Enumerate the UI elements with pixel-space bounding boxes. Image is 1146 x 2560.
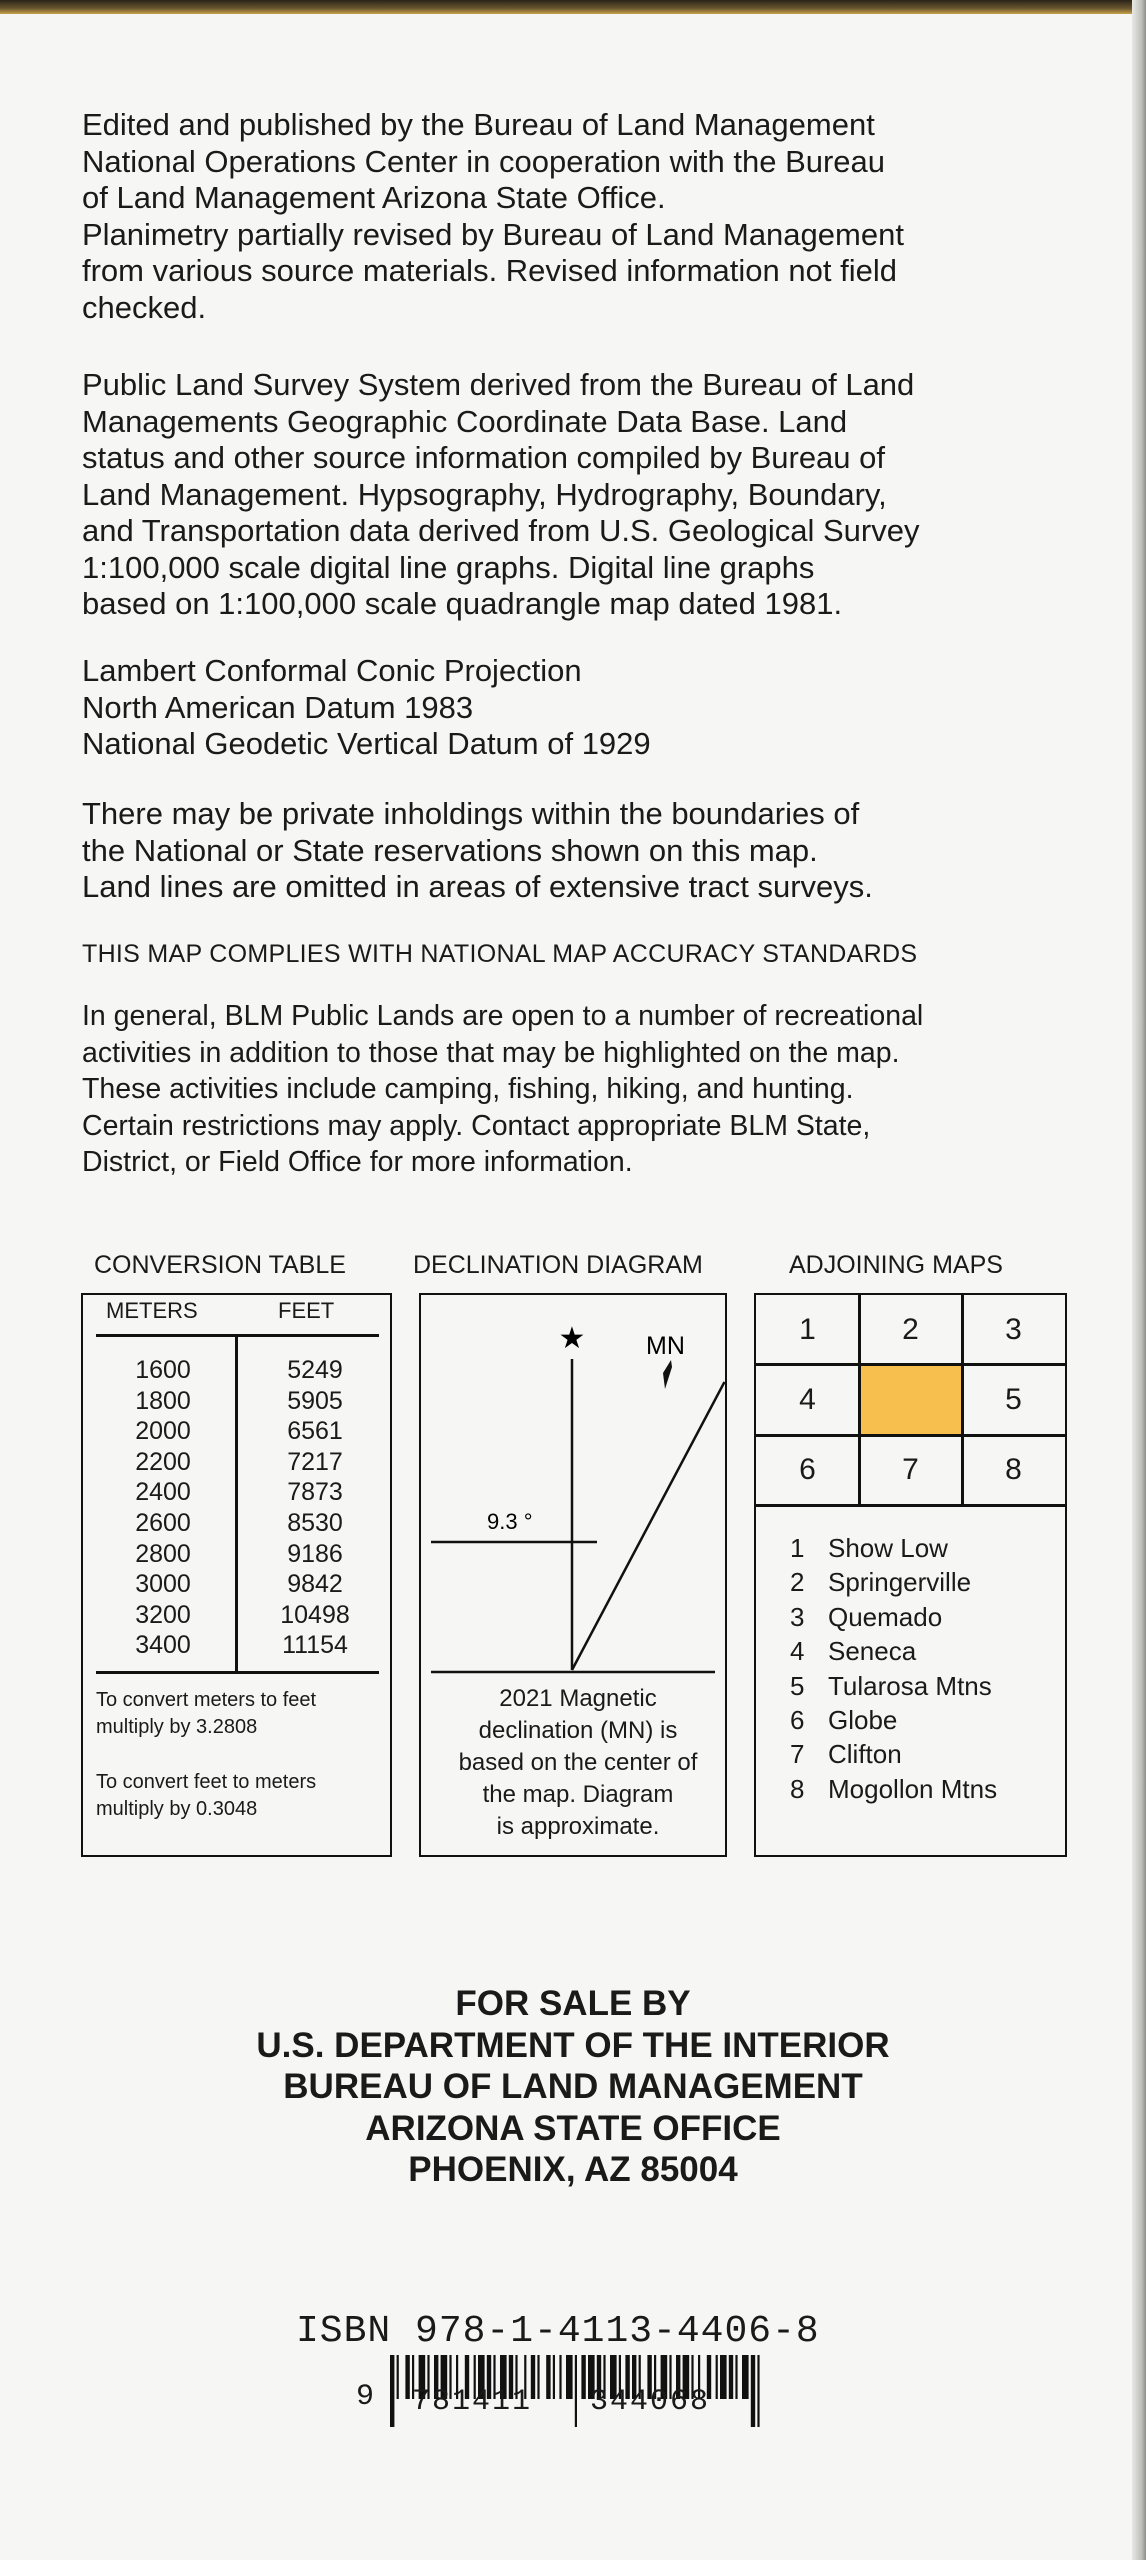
true-north-star-icon: ★: [558, 1321, 586, 1356]
meters-value: 2800: [135, 1539, 191, 1568]
text-line: ARIZONA STATE OFFICE: [365, 2108, 781, 2148]
text-line: BUREAU OF LAND MANAGEMENT: [283, 2067, 863, 2106]
barcode-bar: [546, 2355, 550, 2399]
feet-value: 7217: [287, 1447, 343, 1476]
text-line: and Transportation data derived from U.S. Geological Survey: [82, 513, 920, 548]
text-line: North American Datum 1983: [82, 689, 474, 725]
feet-to-meters-note: [96, 1769, 316, 1823]
grid-line: [754, 1434, 1067, 1437]
projection-paragraph: [82, 653, 1042, 763]
barcode-bar: [537, 2355, 539, 2399]
list-item: 8 Mogollon Mtns: [790, 1773, 998, 1804]
text-line: To convert meters to feet: [96, 1689, 317, 1711]
adjoining-cell: 1: [799, 1312, 816, 1346]
list-item: 3 Quemado: [790, 1601, 943, 1632]
meters-value: 2600: [135, 1508, 191, 1537]
barcode-bar: [553, 2355, 555, 2399]
text-line: Managements Geographic Coordinate Data Base. Land: [82, 403, 848, 439]
text-line: 2021 Magnetic: [499, 1685, 657, 1712]
text-line: These activities include camping, fishing, hiking, and hunting.: [82, 1073, 854, 1105]
text-line: Public Land Survey System derived from the Bureau of Land: [82, 367, 915, 402]
text-line: the National or State reservations shown on this map.: [82, 832, 818, 868]
text-line: activities in addition to those that may be highlighted on the map.: [82, 1036, 900, 1069]
header-rule: [96, 1334, 379, 1337]
text-line: FOR SALE BY: [455, 1984, 691, 2023]
text-line: status and other source information compiled by Bureau of: [82, 440, 886, 475]
meters-value: 3200: [135, 1600, 191, 1629]
list-item: 2 Springerville: [790, 1567, 972, 1598]
column-divider: [235, 1334, 238, 1672]
meters-value: 1800: [135, 1386, 191, 1415]
adjoining-cell: 8: [1005, 1452, 1022, 1486]
barcode-right-digits: 344068: [590, 2385, 711, 2419]
text-line: from various source materials. Revised information not field: [82, 253, 897, 288]
grid-line: [754, 1363, 1067, 1366]
meters-value: 2200: [135, 1447, 191, 1476]
adjoining-cell: 6: [799, 1452, 816, 1486]
barcode-left-digits: 781411: [412, 2385, 533, 2419]
feet-header: FEET: [278, 1298, 335, 1323]
barcode-bar: [397, 2355, 399, 2399]
grid-line: [961, 1293, 964, 1505]
adjoining-maps-list: [790, 1531, 997, 1806]
publisher-paragraph: [82, 107, 1042, 326]
table-bottom-rule: [96, 1671, 379, 1674]
text-line: In general, BLM Public Lands are open to a number of recreational: [82, 1000, 924, 1032]
text-line: To convert feet to meters: [96, 1771, 317, 1793]
for-sale-block: [0, 1983, 1146, 2191]
declination-note: [428, 1683, 728, 1843]
half-arrow-icon: [663, 1360, 672, 1389]
feet-value: 5905: [287, 1386, 343, 1415]
top-edge-strip: [0, 0, 1146, 14]
text-line: U.S. DEPARTMENT OF THE INTERIOR: [256, 2025, 890, 2065]
feet-value: 11154: [282, 1631, 348, 1660]
text-line: 1:100,000 scale digital line graphs. Digital line graphs: [82, 549, 815, 585]
text-line: National Operations Center in cooperation with the Bureau: [82, 143, 886, 179]
adjoining-cell: 3: [1005, 1312, 1022, 1346]
adjoining-cell: 7: [902, 1452, 919, 1486]
adjoining-maps-title: ADJOINING MAPS: [789, 1251, 1003, 1279]
survey-source-paragraph: [82, 367, 1042, 623]
text-line: Certain restrictions may apply. Contact appropriate BLM State,: [82, 1109, 871, 1142]
text-line: There may be private inholdings within the boundaries of: [82, 796, 860, 831]
list-item: 6 Globe: [790, 1705, 898, 1736]
text-line: Planimetry partially revised by Bureau of Land Management: [82, 216, 904, 252]
barcode-bar: [581, 2355, 585, 2399]
feet-value: 7873: [287, 1478, 343, 1507]
barcode-lead-digit: 9: [356, 2380, 377, 2414]
feet-value: 9186: [287, 1539, 343, 1568]
text-line: Land lines are omitted in areas of extensive tract surveys.: [82, 869, 873, 904]
text-line: based on the center of: [458, 1749, 698, 1776]
barcode-bar: [390, 2355, 394, 2427]
feet-value: 6561: [287, 1417, 343, 1446]
grid-line: [858, 1293, 861, 1505]
text-line: multiply by 3.2808: [96, 1716, 258, 1738]
text-line: Edited and published by the Bureau of Land Management: [82, 107, 875, 142]
text-line: declination (MN) is: [478, 1717, 678, 1744]
meters-value: 2400: [135, 1478, 191, 1507]
text-line: Land Management. Hypsography, Hydrography, Boundary,: [82, 476, 887, 512]
declination-drawing: [419, 1293, 727, 1683]
text-line: National Geodetic Vertical Datum of 1929: [82, 726, 651, 761]
grid-line: [754, 1504, 1067, 1507]
text-line: checked.: [82, 289, 207, 325]
barcode-bar: [559, 2355, 561, 2399]
feet-value: 8530: [287, 1508, 343, 1537]
recreation-paragraph: [82, 998, 1042, 1181]
conversion-table-title: CONVERSION TABLE: [94, 1251, 346, 1279]
meters-value: 1600: [135, 1356, 191, 1384]
feet-value: 9842: [287, 1570, 343, 1599]
barcode-bar: [716, 2355, 718, 2399]
list-item: 5 Tularosa Mtns: [790, 1670, 992, 1701]
meters-header: METERS: [106, 1298, 198, 1323]
feet-value: 5249: [287, 1356, 343, 1384]
meters-value: 3000: [135, 1570, 191, 1599]
meters-value: 3400: [135, 1631, 191, 1660]
barcode-bar: [405, 2355, 409, 2399]
adjoining-cell: 4: [799, 1382, 816, 1416]
barcode-bar: [575, 2355, 577, 2427]
text-line: District, or Field Office for more information.: [82, 1146, 633, 1178]
text-line: Lambert Conformal Conic Projection: [82, 653, 582, 688]
text-line: the map. Diagram: [482, 1781, 674, 1808]
barcode-bar: [720, 2355, 727, 2399]
text-line: of Land Management Arizona State Office.: [82, 180, 666, 215]
barcode-bar: [751, 2355, 755, 2427]
current-map-cell: [861, 1366, 961, 1434]
list-item: 7 Clifton: [790, 1739, 902, 1770]
meters-to-feet-note: [96, 1687, 316, 1741]
adjoining-cell: 2: [902, 1312, 919, 1346]
barcode-bar: [742, 2355, 749, 2399]
list-item: 1 Show Low: [790, 1533, 948, 1563]
barcode-bar: [735, 2355, 737, 2399]
isbn-label: ISBN 978-1-4113-4406-8: [296, 2310, 820, 2353]
meters-value: 2000: [135, 1417, 191, 1446]
text-line: PHOENIX, AZ 85004: [408, 2150, 738, 2189]
adjoining-cell: 5: [1005, 1382, 1022, 1416]
feet-value: 10498: [280, 1600, 350, 1629]
barcode-bar: [566, 2355, 573, 2399]
barcode-bar: [729, 2355, 733, 2399]
text-line: is approximate.: [496, 1813, 660, 1840]
angle-label: 9.3 °: [487, 1509, 533, 1534]
text-line: based on 1:100,000 scale quadrangle map dated 1981.: [82, 586, 843, 621]
feet-column: [262, 1355, 368, 1661]
magnetic-north-line: [572, 1382, 725, 1670]
inholdings-paragraph: [82, 796, 1042, 906]
text-line: multiply by 0.3048: [96, 1798, 258, 1820]
declination-diagram-title: DECLINATION DIAGRAM: [413, 1251, 703, 1279]
mn-label: MN: [646, 1332, 685, 1360]
meters-column: [110, 1355, 216, 1661]
accuracy-statement: THIS MAP COMPLIES WITH NATIONAL MAP ACCURACY STANDARDS: [82, 940, 918, 968]
barcode-bar: [757, 2355, 759, 2427]
list-item: 4 Seneca: [790, 1636, 917, 1667]
